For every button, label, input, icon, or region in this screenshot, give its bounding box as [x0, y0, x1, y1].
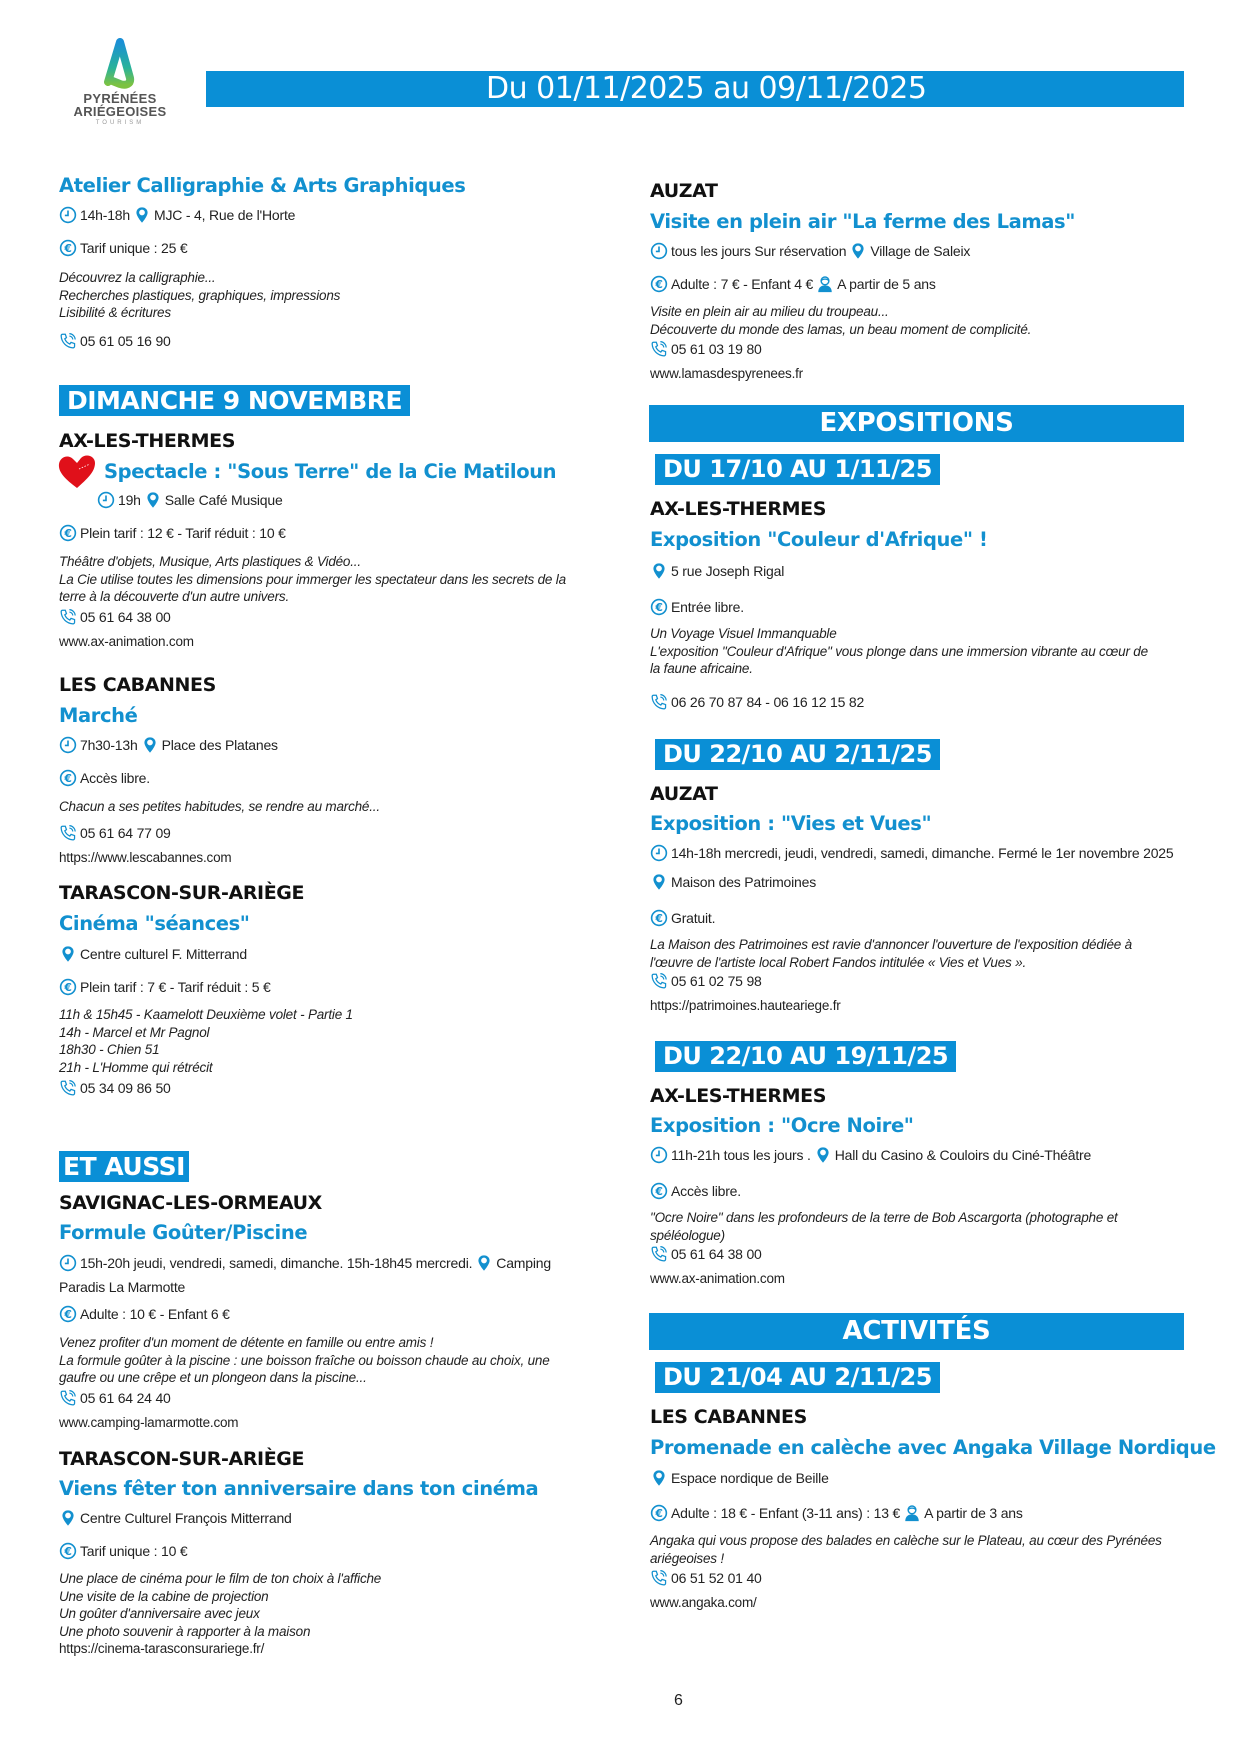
section-heading-expositions: EXPOSITIONS [649, 405, 1184, 442]
event-price: Adulte : 18 € - Enfant (3-11 ans) : 13 € [671, 1505, 901, 1521]
event-time: 19h [118, 492, 141, 508]
event-price-row [59, 1542, 188, 1560]
event-title: Exposition : "Vies et Vues" [650, 812, 932, 835]
euro-icon [59, 978, 77, 996]
clock-icon [59, 1254, 77, 1272]
event-schedule [650, 1146, 1091, 1164]
event-phone-row [650, 693, 864, 711]
city-heading: TARASCON-SUR-ARIÈGE [59, 1448, 305, 1470]
city-heading: AUZAT [650, 180, 718, 202]
event-time: 11h-21h tous les jours . [671, 1147, 811, 1163]
location-pin-icon [144, 491, 162, 509]
event-location-row [59, 945, 247, 963]
event-phone: 05 61 02 75 98 [671, 973, 762, 989]
location-pin-icon [59, 1509, 77, 1527]
event-place: Hall du Casino & Couloirs du Ciné-Théâtre [834, 1147, 1092, 1163]
event-phone: 05 61 05 16 90 [80, 333, 171, 349]
event-location-row [650, 1469, 829, 1487]
event-phone: 06 51 52 01 40 [671, 1570, 762, 1586]
event-title: Cinéma "séances" [59, 912, 250, 935]
event-price: Adulte : 7 € - Enfant 4 € [671, 276, 814, 292]
event-phone: 05 61 03 19 80 [671, 341, 762, 357]
event-time: tous les jours Sur réservation [671, 243, 847, 259]
city-heading: TARASCON-SUR-ARIÈGE [59, 882, 305, 904]
phone-icon [650, 693, 668, 711]
event-description: Visite en plein air au milieu du troupeau... Découverte du monde des lamas, un beau moment de complicité. [650, 304, 1032, 337]
event-website-link[interactable]: https://www.lescabannes.com [59, 850, 232, 865]
section-heading-label: ET AUSSI [59, 1151, 189, 1182]
event-schedule [97, 491, 283, 509]
event-location-row [59, 1509, 292, 1527]
event-description: Théâtre d'objets, Musique, Arts plastiques & Vidéo... La Cie utilise toutes les dimensions pour immerger les spectateur dans les secrets de la terre à la découverte d'un autre univers. [59, 554, 566, 604]
event-time: 7h30-13h [80, 737, 138, 753]
clock-icon [650, 242, 668, 260]
phone-icon [59, 824, 77, 842]
event-description: Découvrez la calligraphie... Recherches plastiques, graphiques, impressions Lisibilité & écritures [59, 270, 341, 320]
city-heading: AX-LES-THERMES [650, 498, 826, 520]
city-heading: AUZAT [650, 783, 718, 805]
event-place: 5 rue Joseph Rigal [671, 563, 785, 579]
city-heading: AX-LES-THERMES [59, 430, 235, 452]
date-range-badge: DU 22/10 AU 2/11/25 [655, 739, 940, 770]
person-icon [816, 275, 834, 293]
event-phone-row [59, 824, 171, 842]
event-schedule [650, 844, 1173, 862]
event-phone: 05 61 64 38 00 [671, 1246, 762, 1262]
event-description: Angaka qui vous propose des balades en calèche sur le Plateau, au cœur des Pyrénées ariégeoises ! [650, 1533, 1162, 1566]
event-price: Gratuit. [671, 910, 716, 926]
phone-icon [59, 1079, 77, 1097]
event-title: Exposition : "Ocre Noire" [650, 1114, 914, 1137]
event-phone: 05 61 64 77 09 [80, 825, 171, 841]
event-price: Plein tarif : 7 € - Tarif réduit : 5 € [80, 979, 271, 995]
event-phone-row [650, 1569, 762, 1587]
event-description: Une place de cinéma pour le film de ton choix à l'affiche Une visite de la cabine de projection Un goûter d'anniversaire avec jeux Une photo souvenir à rapporter à la maison [59, 1571, 382, 1639]
logo-line3: TOURISM [95, 120, 145, 126]
location-pin-icon [814, 1146, 832, 1164]
event-phone: 05 61 64 24 40 [80, 1390, 171, 1406]
event-schedule [59, 1254, 551, 1272]
event-website-link[interactable]: www.ax-animation.com [59, 634, 194, 649]
event-price-row [650, 598, 744, 616]
event-website-link[interactable]: www.camping-lamarmotte.com [59, 1415, 239, 1430]
event-price-row [59, 524, 286, 542]
event-price: Tarif unique : 25 € [80, 240, 188, 256]
location-pin-icon [650, 562, 668, 580]
event-phone: 06 26 70 87 84 - 06 16 12 15 82 [671, 694, 865, 710]
event-title: Promenade en calèche avec Angaka Village Nordique [650, 1436, 1216, 1459]
event-price-row [59, 978, 271, 996]
euro-icon [650, 909, 668, 927]
event-title: Atelier Calligraphie & Arts Graphiques [59, 174, 466, 197]
event-title: Viens fêter ton anniversaire dans ton cinéma [59, 1477, 539, 1500]
event-place: Centre culturel F. Mitterrand [80, 946, 247, 962]
event-phone: 05 34 09 86 50 [80, 1080, 171, 1096]
euro-icon [650, 598, 668, 616]
event-price-row [59, 769, 150, 787]
logo-line1: PYRÉNÉES [83, 91, 157, 106]
date-range-badge: DU 21/04 AU 2/11/25 [655, 1362, 940, 1393]
location-pin-icon [650, 1469, 668, 1487]
event-description: La Maison des Patrimoines est ravie d'annoncer l'ouverture de l'exposition dédiée à l'œuvre de l'artiste local Robert Fandos intitulée « Vies et Vues ». [650, 937, 1132, 970]
day-heading [59, 385, 410, 416]
event-description: Chacun a ses petites habitudes, se rendre au marché... [59, 799, 380, 814]
event-age: A partir de 5 ans [837, 276, 936, 292]
event-phone-row [59, 608, 171, 626]
section-heading-activites: ACTIVITÉS [649, 1313, 1184, 1350]
event-website-link[interactable]: www.lamasdespyrenees.fr [650, 366, 803, 381]
event-price: Plein tarif : 12 € - Tarif réduit : 10 € [80, 525, 286, 541]
city-heading: AX-LES-THERMES [650, 1085, 826, 1107]
euro-icon [650, 1504, 668, 1522]
clock-icon [650, 1146, 668, 1164]
location-pin-icon [650, 873, 668, 891]
phone-icon [650, 340, 668, 358]
heart-icon [57, 454, 97, 490]
event-description: Venez profiter d'un moment de détente en famille ou entre amis ! La formule goûter à la piscine : une boisson fraîche ou boisson chaude au choix, une gaufre ou une crêpe et un plongeon dans la piscine... [59, 1335, 550, 1385]
event-price-row [650, 1182, 741, 1200]
event-price-row [59, 239, 188, 257]
event-website-link[interactable]: https://cinema-tarasconsurariege.fr/ [59, 1641, 265, 1656]
brand-logo [70, 38, 170, 126]
event-place: Village de Saleix [870, 243, 971, 259]
clock-icon [59, 736, 77, 754]
event-description: Un Voyage Visuel Immanquable L'exposition "Couleur d'Afrique" vous plonge dans une immersion vibrante au cœur de la faune africaine. [650, 626, 1148, 676]
section-heading [59, 1151, 189, 1182]
event-title: Visite en plein air "La ferme des Lamas" [650, 210, 1076, 233]
event-schedule [650, 242, 970, 260]
event-time: 14h-18h mercredi, jeudi, vendredi, samedi, dimanche. Fermé le 1er novembre 2025 [671, 845, 1174, 861]
event-phone-row [59, 332, 171, 350]
event-place-continued: Paradis La Marmotte [59, 1279, 186, 1295]
event-website-link[interactable]: www.ax-animation.com [650, 1271, 785, 1286]
event-title: Spectacle : "Sous Terre" de la Cie Matiloun [104, 460, 557, 483]
event-price: Accès libre. [671, 1183, 741, 1199]
event-phone-row [650, 972, 762, 990]
event-place: Camping [496, 1255, 551, 1271]
phone-icon [59, 608, 77, 626]
event-title: Formule Goûter/Piscine [59, 1221, 308, 1244]
location-pin-icon [475, 1254, 493, 1272]
logo-a-icon [98, 38, 142, 92]
event-description: "Ocre Noire" dans les profondeurs de la terre de Bob Ascargorta (photographe et spéléologue) [650, 1210, 1118, 1243]
location-pin-icon [133, 206, 151, 224]
event-price: Accès libre. [80, 770, 150, 786]
event-place: Maison des Patrimoines [671, 874, 816, 890]
event-phone: 05 61 64 38 00 [80, 609, 171, 625]
city-heading: SAVIGNAC-LES-ORMEAUX [59, 1192, 322, 1214]
event-description: 11h & 15h45 - Kaamelott Deuxième volet - Partie 1 14h - Marcel et Mr Pagnol 18h30 - Chien 51 21h - L'Homme qui rétrécit [59, 1007, 353, 1075]
euro-icon [650, 1182, 668, 1200]
event-schedule [59, 206, 295, 224]
phone-icon [59, 1389, 77, 1407]
day-heading-label: DIMANCHE 9 NOVEMBRE [59, 385, 410, 416]
event-location-row [650, 562, 784, 580]
event-price-row [650, 275, 936, 293]
event-phone-row [59, 1389, 171, 1407]
clock-icon [97, 491, 115, 509]
event-schedule [59, 736, 278, 754]
city-heading: LES CABANNES [59, 674, 216, 696]
event-place: MJC - 4, Rue de l'Horte [153, 207, 296, 223]
event-phone-row [650, 1245, 762, 1263]
city-heading: LES CABANNES [650, 1406, 807, 1428]
location-pin-icon [59, 945, 77, 963]
date-range-badge: DU 22/10 AU 19/11/25 [655, 1041, 956, 1072]
event-place: Espace nordique de Beille [671, 1470, 829, 1486]
event-price-row [650, 1504, 1023, 1522]
euro-icon [59, 1542, 77, 1560]
euro-icon [59, 1305, 77, 1323]
event-price-row [650, 909, 715, 927]
event-title: Exposition "Couleur d'Afrique" ! [650, 528, 988, 551]
event-title: Marché [59, 704, 138, 727]
event-place: Salle Café Musique [164, 492, 283, 508]
euro-icon [59, 239, 77, 257]
person-icon [903, 1504, 921, 1522]
event-price: Tarif unique : 10 € [80, 1543, 188, 1559]
date-range-banner: Du 01/11/2025 au 09/11/2025 [206, 71, 1184, 107]
clock-icon [59, 206, 77, 224]
event-price-row [59, 1305, 230, 1323]
event-phone-row [650, 340, 762, 358]
euro-icon [59, 769, 77, 787]
phone-icon [650, 1245, 668, 1263]
event-age: A partir de 3 ans [924, 1505, 1023, 1521]
location-pin-icon [141, 736, 159, 754]
logo-line2: ARIÉGEOISES [73, 104, 167, 119]
event-price: Adulte : 10 € - Enfant 6 € [80, 1306, 230, 1322]
clock-icon [650, 844, 668, 862]
event-time: 14h-18h [80, 207, 130, 223]
date-range-badge: DU 17/10 AU 1/11/25 [655, 454, 940, 485]
page-number: 6 [674, 1692, 683, 1709]
event-website-link[interactable]: www.angaka.com/ [650, 1595, 757, 1610]
phone-icon [650, 972, 668, 990]
event-price: Entrée libre. [671, 599, 744, 615]
phone-icon [650, 1569, 668, 1587]
event-place: Place des Platanes [161, 737, 278, 753]
event-location-row [650, 873, 816, 891]
event-place: Centre Culturel François Mitterrand [80, 1510, 292, 1526]
euro-icon [59, 524, 77, 542]
location-pin-icon [849, 242, 867, 260]
phone-icon [59, 332, 77, 350]
event-time: 15h-20h jeudi, vendredi, samedi, dimanche. 15h-18h45 mercredi. [80, 1255, 473, 1271]
event-website-link[interactable]: https://patrimoines.hauteariege.fr [650, 998, 841, 1013]
euro-icon [650, 275, 668, 293]
event-phone-row [59, 1079, 171, 1097]
